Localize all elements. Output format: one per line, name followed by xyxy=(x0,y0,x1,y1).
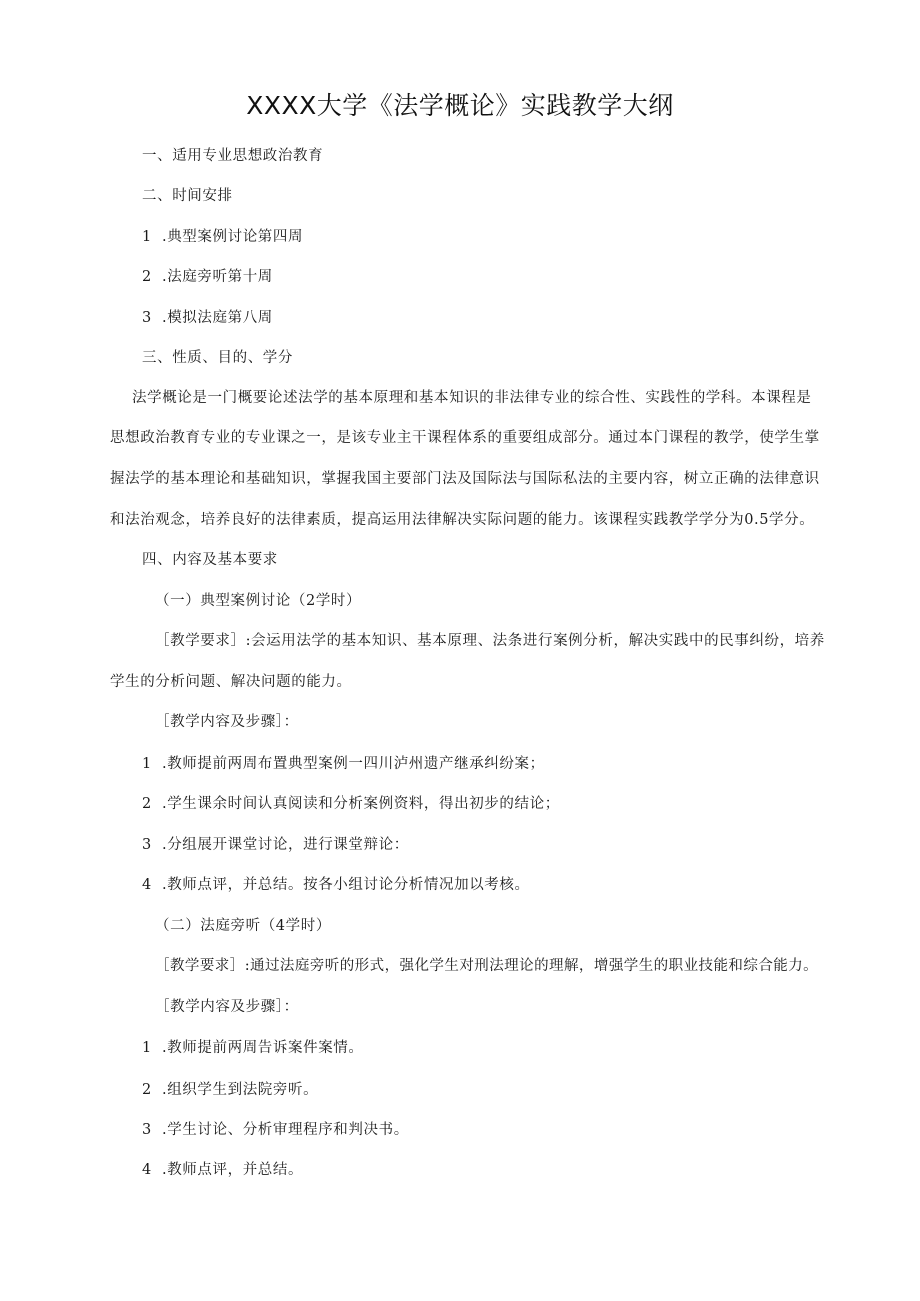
step-item xyxy=(142,1038,364,1058)
requirement-line: ［教学要求］:会运用法学的基本知识、基本原理、法条进行案例分析，解决实践中的民事纠纷，培养 xyxy=(155,633,825,649)
step-item xyxy=(142,1120,409,1140)
list-text: .组织学生到法院旁听。 xyxy=(162,1082,319,1098)
section-heading-4: 四、内容及基本要求 xyxy=(142,552,278,568)
paragraph-line: 法学概论是一门概要论述法学的基本原理和基本知识的非法律专业的综合性、实践性的学科。本课程是 xyxy=(132,390,812,406)
list-number: 4 xyxy=(142,1162,152,1178)
paragraph-line: 和法治观念，培养良好的法律素质，提高运用法律解决实际问题的能力。该课程实践教学学分为0.5学分。 xyxy=(110,512,815,528)
schedule-item xyxy=(142,308,273,328)
list-number: 3 xyxy=(142,1122,152,1138)
list-text: .学生讨论、分析审理程序和判决书。 xyxy=(162,1122,409,1138)
requirement-line: ［教学要求］:通过法庭旁听的形式，强化学生对刑法理论的理解，增强学生的职业技能和综合能力。 xyxy=(155,958,819,974)
list-number: 1 xyxy=(142,1040,152,1056)
schedule-item xyxy=(142,267,273,287)
requirement-line: 学生的分析问题、解决问题的能力。 xyxy=(110,674,352,690)
list-number: 1 xyxy=(142,229,152,245)
document-title: XXXX大学《法学概论》实践教学大纲 xyxy=(246,91,674,120)
step-item xyxy=(142,1080,318,1100)
list-text: .教师提前两周告诉案件案情。 xyxy=(162,1040,364,1056)
list-text: .分组展开课堂讨论，进行课堂辩论： xyxy=(162,837,409,853)
step-item xyxy=(142,875,530,895)
list-text: .教师点评，并总结。按各小组讨论分析情况加以考核。 xyxy=(162,877,530,893)
list-number: 1 xyxy=(142,756,152,772)
list-text: .模拟法庭第八周 xyxy=(162,310,273,326)
list-number: 2 xyxy=(142,269,152,285)
paragraph-line: 思想政治教育专业的专业课之一，是该专业主干课程体系的重要组成部分。通过本门课程的教学，使学生掌 xyxy=(110,430,820,446)
list-text: .教师提前两周布置典型案例一四川泸州遗产继承纠纷案； xyxy=(162,756,545,772)
subsection-heading-1: （一）典型案例讨论（2学时） xyxy=(155,593,362,609)
step-item xyxy=(142,754,545,774)
list-text: .学生课余时间认真阅读和分析案例资料，得出初步的结论； xyxy=(162,796,560,812)
list-text: .典型案例讨论第四周 xyxy=(162,229,304,245)
steps-heading: ［教学内容及步骤］： xyxy=(155,999,299,1015)
step-item xyxy=(142,794,560,814)
subsection-heading-2: （二）法庭旁听（4学时） xyxy=(155,918,331,934)
section-heading-3: 三、性质、目的、学分 xyxy=(142,350,293,366)
steps-heading: ［教学内容及步骤］： xyxy=(155,714,299,730)
step-item xyxy=(142,835,409,855)
list-number: 2 xyxy=(142,1082,152,1098)
schedule-item xyxy=(142,227,303,247)
list-text: .法庭旁听第十周 xyxy=(162,269,273,285)
list-number: 3 xyxy=(142,310,152,326)
list-text: .教师点评，并总结。 xyxy=(162,1162,304,1178)
step-item xyxy=(142,1160,303,1180)
list-number: 2 xyxy=(142,796,152,812)
list-number: 4 xyxy=(142,877,152,893)
list-number: 3 xyxy=(142,837,152,853)
section-heading-1: 一、适用专业思想政治教育 xyxy=(142,148,324,164)
paragraph-line: 握法学的基本理论和基础知识，掌握我国主要部门法及国际法与国际私法的主要内容，树立正确的法律意识 xyxy=(110,471,820,487)
section-heading-2: 二、时间安排 xyxy=(142,188,233,204)
